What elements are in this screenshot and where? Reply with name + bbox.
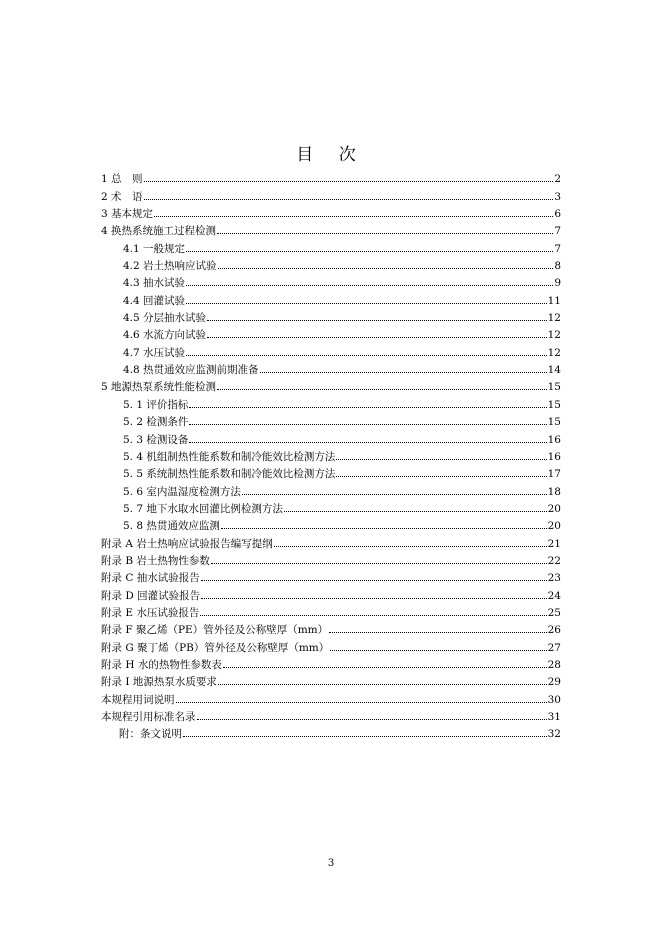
toc-entry[interactable]: [101, 341, 561, 358]
toc-entry[interactable]: [101, 185, 561, 202]
toc-entry-page: 25: [547, 606, 561, 619]
toc-entry-page: 6: [554, 208, 561, 221]
toc-entry-label: 附录 A 岩土热响应试验报告编写提纲: [101, 537, 273, 550]
page-number: 3: [327, 858, 335, 869]
toc-entry[interactable]: [101, 532, 561, 549]
toc-entry-page: 24: [547, 589, 561, 602]
toc-entry[interactable]: [101, 480, 561, 497]
toc-dot-leader: [217, 389, 547, 390]
toc-entry[interactable]: [101, 584, 561, 601]
toc-entry[interactable]: [101, 393, 561, 410]
toc-entry-page: 21: [547, 537, 561, 550]
toc-entry[interactable]: [101, 289, 561, 306]
toc-dot-leader: [200, 615, 546, 616]
toc-entry-label: 4.7 水压试验: [123, 346, 186, 359]
toc-entry-label: 附录 C 抽水试验报告: [101, 572, 200, 585]
toc-entry[interactable]: [101, 446, 561, 463]
toc-entry-page: 18: [547, 485, 561, 498]
toc-dot-leader: [183, 736, 547, 737]
toc-entry-label: 4.3 抽水试验: [123, 277, 186, 290]
toc-dot-leader: [144, 199, 554, 200]
toc-entry-page: 20: [547, 520, 561, 533]
toc-dot-leader: [329, 632, 547, 633]
toc-entry-page: 29: [547, 676, 561, 689]
toc-entry-label: 5. 1 评价指标: [123, 398, 189, 411]
toc-entry-page: 14: [547, 364, 561, 377]
toc-dot-leader: [218, 684, 547, 685]
toc-dot-leader: [154, 216, 553, 217]
toc-entry[interactable]: [101, 428, 561, 445]
toc-entry[interactable]: [101, 688, 561, 705]
toc-entry-label: 4.4 回灌试验: [123, 294, 186, 307]
toc-entry-label: 5. 4 机组制热性能系数和制冷能效比检测方法: [123, 450, 336, 463]
toc-dot-leader: [336, 476, 546, 477]
toc-dot-leader: [197, 719, 547, 720]
toc-entry-label: 4.6 水流方向试验: [123, 329, 207, 342]
toc-dot-leader: [330, 650, 546, 651]
toc-dot-leader: [186, 251, 553, 252]
toc-entry-page: 27: [547, 641, 561, 654]
toc-entry-page: 7: [554, 242, 561, 255]
toc-entry[interactable]: [101, 550, 561, 567]
toc-dot-leader: [186, 285, 553, 286]
toc-entry-page: 15: [547, 416, 561, 429]
toc-entry-label: 4.8 热贯通效应监测前期准备: [123, 364, 259, 377]
toc-entry-page: 26: [547, 624, 561, 637]
toc-entry-label: 附录 I 地源热泵水质要求: [101, 676, 217, 689]
toc-dot-leader: [223, 667, 547, 668]
toc-entry-label: 附录 E 水压试验报告: [101, 606, 200, 619]
toc-entry[interactable]: [101, 307, 561, 324]
toc-dot-leader: [211, 563, 547, 564]
toc-dot-leader: [242, 494, 547, 495]
toc-entry-label: 附录 B 岩土热物性参数: [101, 554, 210, 567]
toc-entry-label: 5. 6 室内温湿度检测方法: [123, 485, 241, 498]
toc-entry-page: 3: [554, 190, 561, 203]
toc-dot-leader: [336, 459, 546, 460]
toc-entry-page: 20: [547, 502, 561, 515]
toc-title: 目 次: [296, 145, 366, 165]
toc-entry-label: 4.1 一般规定: [123, 242, 186, 255]
toc-entry-page: 31: [547, 711, 561, 723]
toc-entry-page: 22: [547, 554, 561, 567]
toc-dot-leader: [274, 546, 547, 547]
toc-dot-leader: [186, 303, 547, 304]
toc-entry-page: 16: [547, 433, 561, 446]
toc-entry-label: 附录 D 回灌试验报告: [101, 589, 201, 602]
toc-entry-label: 附录 H 水的热物性参数表: [101, 658, 222, 671]
toc-dot-leader: [260, 372, 547, 373]
toc-dot-leader: [221, 528, 547, 529]
toc-dot-leader: [189, 424, 546, 425]
toc-entry[interactable]: [101, 498, 561, 515]
toc-entry[interactable]: [101, 411, 561, 428]
toc-entry[interactable]: [101, 272, 561, 289]
toc-entry[interactable]: [101, 203, 561, 220]
toc-entry-page: 12: [547, 346, 561, 359]
toc-entry-page: 9: [554, 277, 561, 290]
toc-entry-label: 5 地源热泵系统性能检测: [101, 381, 217, 394]
toc-entry[interactable]: [101, 324, 561, 341]
toc-entry[interactable]: [101, 515, 561, 532]
toc-entry-label: 5. 3 检测设备: [123, 433, 189, 446]
toc-dot-leader: [186, 355, 547, 356]
toc-dot-leader: [201, 580, 547, 581]
toc-entry[interactable]: [101, 619, 561, 636]
toc-entry-label: 附录 G 聚丁烯（PB）管外径及公称壁厚（mm）: [101, 641, 330, 654]
toc-entry[interactable]: [101, 255, 561, 272]
toc-entry-page: 32: [547, 728, 561, 741]
toc-entry[interactable]: [101, 706, 561, 723]
toc-entry-label: 5. 8 热贯通效应监测: [123, 520, 220, 533]
toc-dot-leader: [201, 598, 547, 599]
toc-dot-leader: [217, 233, 553, 234]
toc-dot-leader: [207, 320, 547, 321]
toc-entry-page: 15: [547, 381, 561, 394]
toc-entry-label: 4.5 分层抽水试验: [123, 312, 207, 325]
toc-entry-page: 7: [554, 225, 561, 238]
toc-entry[interactable]: [101, 220, 561, 237]
toc-dot-leader: [189, 442, 546, 443]
toc-entry-page: 30: [547, 693, 561, 706]
toc-entry-label: 5. 2 检测条件: [123, 416, 189, 429]
toc-entry[interactable]: [101, 237, 561, 254]
toc-entry-page: 12: [547, 329, 561, 342]
toc-entry-page: 17: [547, 468, 561, 481]
toc-entry-label: 附：条文说明: [119, 728, 182, 741]
toc-entry-page: 15: [547, 398, 561, 411]
toc-entry[interactable]: [101, 636, 561, 653]
table-of-contents: [101, 168, 561, 740]
toc-dot-leader: [207, 337, 547, 338]
toc-entry-label: 本规程用词说明: [101, 693, 175, 706]
toc-dot-leader: [144, 181, 554, 182]
toc-dot-leader: [218, 268, 554, 269]
toc-entry-page: 12: [547, 312, 561, 325]
toc-entry-page: 2: [554, 173, 561, 186]
toc-entry-label: 3 基本规定: [101, 208, 154, 221]
toc-entry[interactable]: [101, 671, 561, 688]
toc-entry[interactable]: [101, 359, 561, 376]
toc-entry[interactable]: [101, 168, 561, 185]
toc-entry-label: 附录 F 聚乙烯（PE）管外径及公称壁厚（mm）: [101, 624, 329, 637]
toc-entry-label: 本规程引用标准名录: [101, 711, 196, 723]
toc-entry-page: 8: [554, 260, 561, 273]
toc-dot-leader: [189, 407, 546, 408]
toc-entry-label: 5. 7 地下水取水回灌比例检测方法: [123, 502, 283, 515]
toc-entry[interactable]: [101, 723, 561, 740]
toc-entry-page: 23: [547, 572, 561, 585]
toc-entry-page: 28: [547, 658, 561, 671]
toc-dot-leader: [176, 702, 547, 703]
toc-entry-page: 16: [547, 450, 561, 463]
toc-entry-label: 1 总 则: [101, 173, 143, 186]
toc-entry[interactable]: [101, 654, 561, 671]
toc-entry-label: 4 换热系统施工过程检测: [101, 225, 217, 238]
toc-entry[interactable]: [101, 463, 561, 480]
toc-entry[interactable]: [101, 376, 561, 393]
toc-entry[interactable]: [101, 602, 561, 619]
toc-entry-label: 5. 5 系统制热性能系数和制冷能效比检测方法: [123, 468, 336, 481]
toc-entry-label: 2 术 语: [101, 190, 143, 203]
toc-dot-leader: [284, 511, 547, 512]
toc-entry-label: 4.2 岩土热响应试验: [123, 260, 217, 273]
toc-entry-page: 11: [547, 294, 561, 307]
toc-entry[interactable]: [101, 567, 561, 584]
